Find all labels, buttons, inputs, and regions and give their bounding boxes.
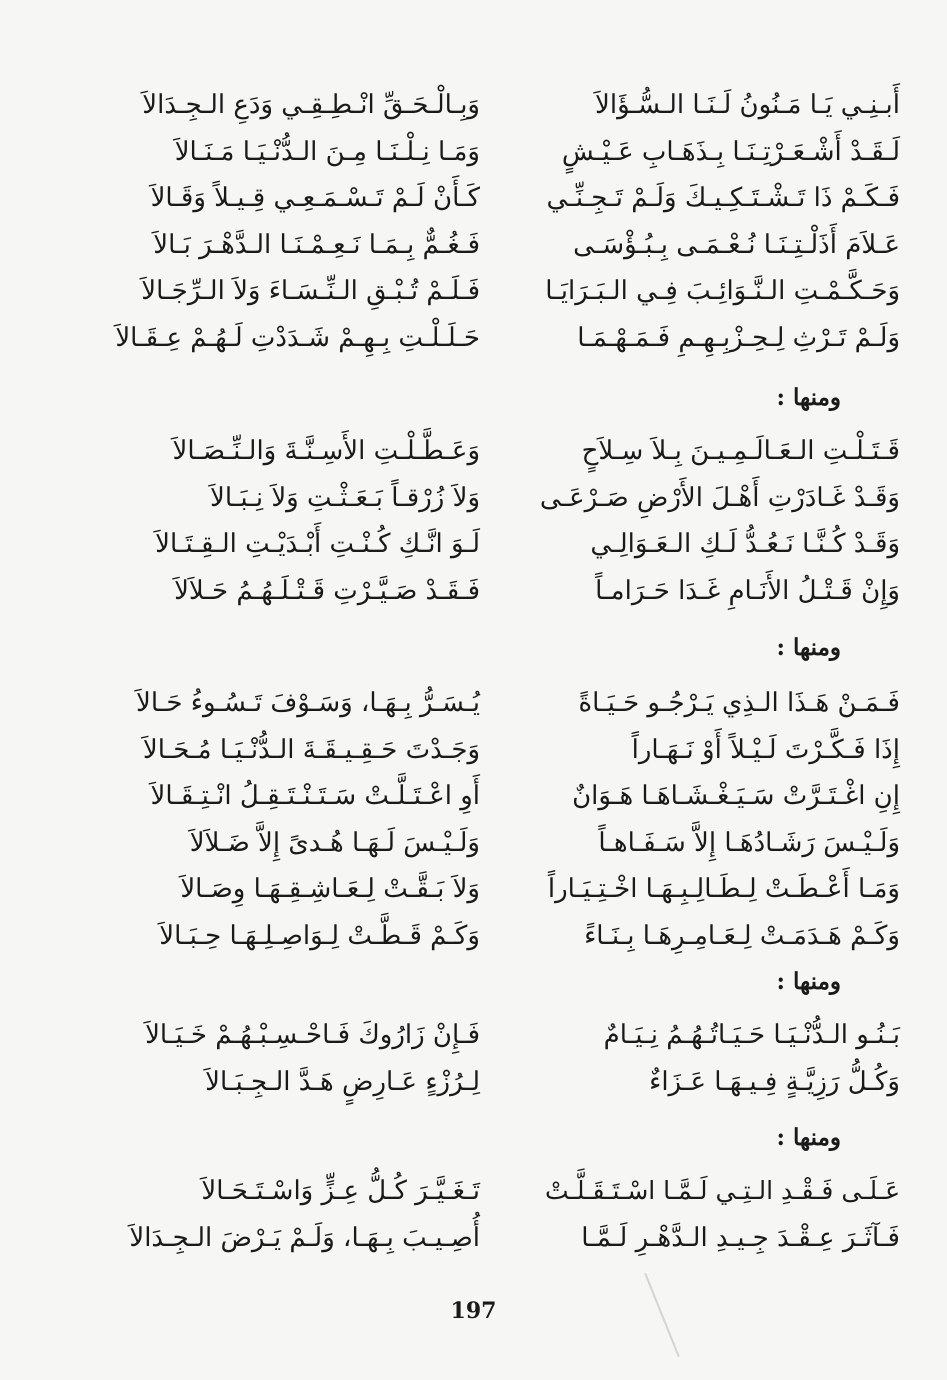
- verse-line: [100, 129, 900, 175]
- verse-second-hemistich: وَلاَ بَـقَّـتْ لِـعَـاشِـقِـهَـا وِصَـالاَ: [180, 874, 480, 904]
- verse-line: [100, 1059, 900, 1105]
- verse-line: [100, 428, 900, 474]
- verse-first-hemistich: وَكُـلُّ رَزِيَّـةٍ فِـيـهَـا عَـزَاءٌ: [649, 1066, 900, 1097]
- section-heading: ومنها :: [776, 1124, 841, 1151]
- verse-second-hemistich: وَجَـدْتَ حَـقِـيـقَـةَ الـدُّنْـيَـا مُـحَـالاَ: [142, 734, 480, 765]
- verse-line: [100, 773, 900, 819]
- verse-first-hemistich: وَلَـيْـسَ رَشَـادُهَـا إِلاَّ سَـفَـاهـاً: [598, 827, 900, 858]
- verse-first-hemistich: وَإِنْ قَـتْـلُ الأَنَـامِ غَـدَا حَـرَامـاً: [595, 575, 900, 606]
- verse-second-hemistich: فَـلَـمْ تُـبْـقِ الـنِّـسَـاءَ وَلاَ الـرِّجَـالاَ: [141, 276, 480, 306]
- verse-second-hemistich: حَـلَـلْـتِ بِـهِـمْ شَـدَدْتِ لَـهُـمْ عِـقَـالاَ: [115, 322, 480, 353]
- verse-line: [100, 521, 900, 567]
- verse-line: [100, 568, 900, 614]
- verse-first-hemistich: قَـتَـلْـتِ الـعَـالَـمِـيـنَ بِـلاَ سِـلاَحٍ: [581, 436, 900, 466]
- verse-line: [100, 1215, 900, 1261]
- verse-first-hemistich: بَـنُـو الـدُّنْـيَـا حَـيَـاتُـهُـمُ نِـيَـامٌ: [603, 1020, 900, 1050]
- verse-second-hemistich: وَكَـمْ قَـطَّـتْ لِـوَاصِـلِـهَـا حِـبَـالاَ: [159, 920, 480, 951]
- verse-first-hemistich: وَقَـدْ كُـنَّـا نَـعُـدُّ لَـكِ الـعَـوَالِـي: [590, 529, 900, 559]
- verse-first-hemistich: عَـلَـى فَـقْـدِ الـتِـي لَـمَّـا اسْـتَـقَـلَّـتْ: [545, 1176, 900, 1205]
- verse-first-hemistich: إِذَا فَـكَّـرْتَ لَـيْـلاً أَوْ نَـهَـاراً: [631, 734, 900, 765]
- verse-second-hemistich: وَمَـا نِـلْـنَـا مِـنَ الـدُّنْـيَـا مَـنَـالاَ: [174, 136, 480, 167]
- verse-second-hemistich: وَبِـالْـحَـقِّ انْـطِـقِـي وَدَعِ الـجِـدَالاَ: [142, 90, 480, 120]
- verse-line: [100, 1168, 900, 1214]
- verse-line: [100, 82, 900, 128]
- verse-second-hemistich: يُـسَـرُّ بِـهَـا، وَسَـوْفَ تَـسُـوءُ حَـالاَ: [136, 688, 480, 718]
- verse-second-hemistich: أُصِـيـبَ بِـهَـا، وَلَـمْ يَـرْضَ الـجِـدَالاَ: [129, 1222, 480, 1253]
- verse-line: [100, 820, 900, 866]
- page-number: 197: [450, 1298, 497, 1324]
- verse-second-hemistich: وَعَـطَّـلْـتِ الأَسِـنَّـةَ وَالـنِّـصَـالاَ: [172, 436, 480, 466]
- section-heading: ومنها :: [776, 634, 841, 661]
- verse-second-hemistich: فَـغُـمٌّ بِـمَـا نَـعِـمْـنَـا الـدَّهْـرَ بَـالاَ: [153, 229, 480, 260]
- verse-first-hemistich: فَـكَـمْ ذَا تَـشْـتَـكِـيـكَ وَلَـمْ تَـجِـنِّـي: [546, 183, 900, 213]
- verse-line: [100, 175, 900, 221]
- verse-first-hemistich: وَقَـدْ غَـادَرْتِ أَهْـلَ الأَرْضِ صَـرْعَـى: [539, 482, 900, 513]
- verse-line: [100, 1012, 900, 1058]
- verse-second-hemistich: وَلاَ زُرْقـاً بَـعَـثْـتِ وَلاَ نِـبَـالاَ: [210, 482, 480, 513]
- verse-second-hemistich: فَـإِنْ زَارُوكَ فَـاحْـسِـبْـهُـمْ خَـيَـالاَ: [145, 1020, 480, 1050]
- verse-line: [100, 222, 900, 268]
- verse-line: [100, 475, 900, 521]
- verse-line: [100, 866, 900, 912]
- verse-first-hemistich: وَلَـمْ تَـرْثِ لِـحِـزْبِـهِـمِ فَـمَـهْـمَـا: [577, 322, 900, 353]
- verse-first-hemistich: فَـمَـنْ هَـذَا الـذِي يَـرْجُـو حَـيَـاةً: [578, 688, 900, 718]
- verse-second-hemistich: لَـوَ انَّـكِ كُـنْـتِ أَبْـدَيْـتِ الـقِـتَـالاَ: [155, 529, 480, 559]
- verse-second-hemistich: فَـقَـدْ صَـيَّـرْتِ قَـتْـلَـهُـمُ حَـلاَلاَ: [174, 575, 480, 606]
- verse-first-hemistich: وَكَـمْ هَـدَمَـتْ لِـعَـامِـرِهَـا بِـنَـاءً: [584, 920, 900, 951]
- verse-second-hemistich: لِـرُزْءٍ عَـارِضٍ هَـدَّ الـجِـبَـالاَ: [205, 1066, 480, 1097]
- verse-first-hemistich: أَبـنِـي يَـا مَـنُونُ لَـنَـا الـسُّـؤَالاَ: [595, 90, 900, 120]
- verse-first-hemistich: إِنِ اغْـتَـرَّتْ سَـيَـغْـشَـاهَـا هَـوَانٌ: [572, 781, 900, 811]
- verse-second-hemistich: كَـأَنْ لَـمْ تَـسْـمَـعِـي قِـيـلاً وَقَـالاَ: [150, 183, 480, 213]
- verse-second-hemistich: تَـغَـيَّـرَ كُـلُّ عِـزٍّ وَاسْـتَـحَـالاَ: [201, 1176, 480, 1206]
- verse-second-hemistich: وَلَـيْـسَ لَـهَـا هُـدىً إِلاَّ ضَـلاَلاَ: [189, 827, 480, 858]
- verse-second-hemistich: أَوِ اعْـتَـلَّـتْ سَـتَـنْـتَـقِـلُ انْـتِـقَـالاَ: [150, 781, 480, 811]
- verse-first-hemistich: فَـآثَـرَ عِـقْـدَ جِـيـدِ الـدَّهْـرِ لَـمَّـا: [581, 1222, 900, 1253]
- verse-line: [100, 268, 900, 314]
- verse-first-hemistich: وَحَـكَّـمْـتِ الـنَّـوَائِـبَ فِـي الـبَـرَايَـا: [545, 276, 900, 306]
- verse-first-hemistich: عَـلاَمَ أَذَلْـتِـنَـا نُـعْـمَـى بِـبُـؤْسَـى: [573, 229, 900, 260]
- section-heading: ومنها :: [776, 968, 841, 995]
- verse-line: [100, 315, 900, 361]
- section-heading: ومنها :: [776, 384, 841, 411]
- verse-line: [100, 727, 900, 773]
- verse-line: [100, 680, 900, 726]
- verse-first-hemistich: وَمَـا أَعْـطَـتْ لِـطَـالِـبِـهَـا اخْـتِـيَـاراً: [547, 874, 900, 904]
- verse-line: [100, 913, 900, 959]
- verse-first-hemistich: لَـقَـدْ أَشْـعَـرْتِـنَـا بِـذَهَـابِ عَـيْـشٍ: [561, 136, 900, 167]
